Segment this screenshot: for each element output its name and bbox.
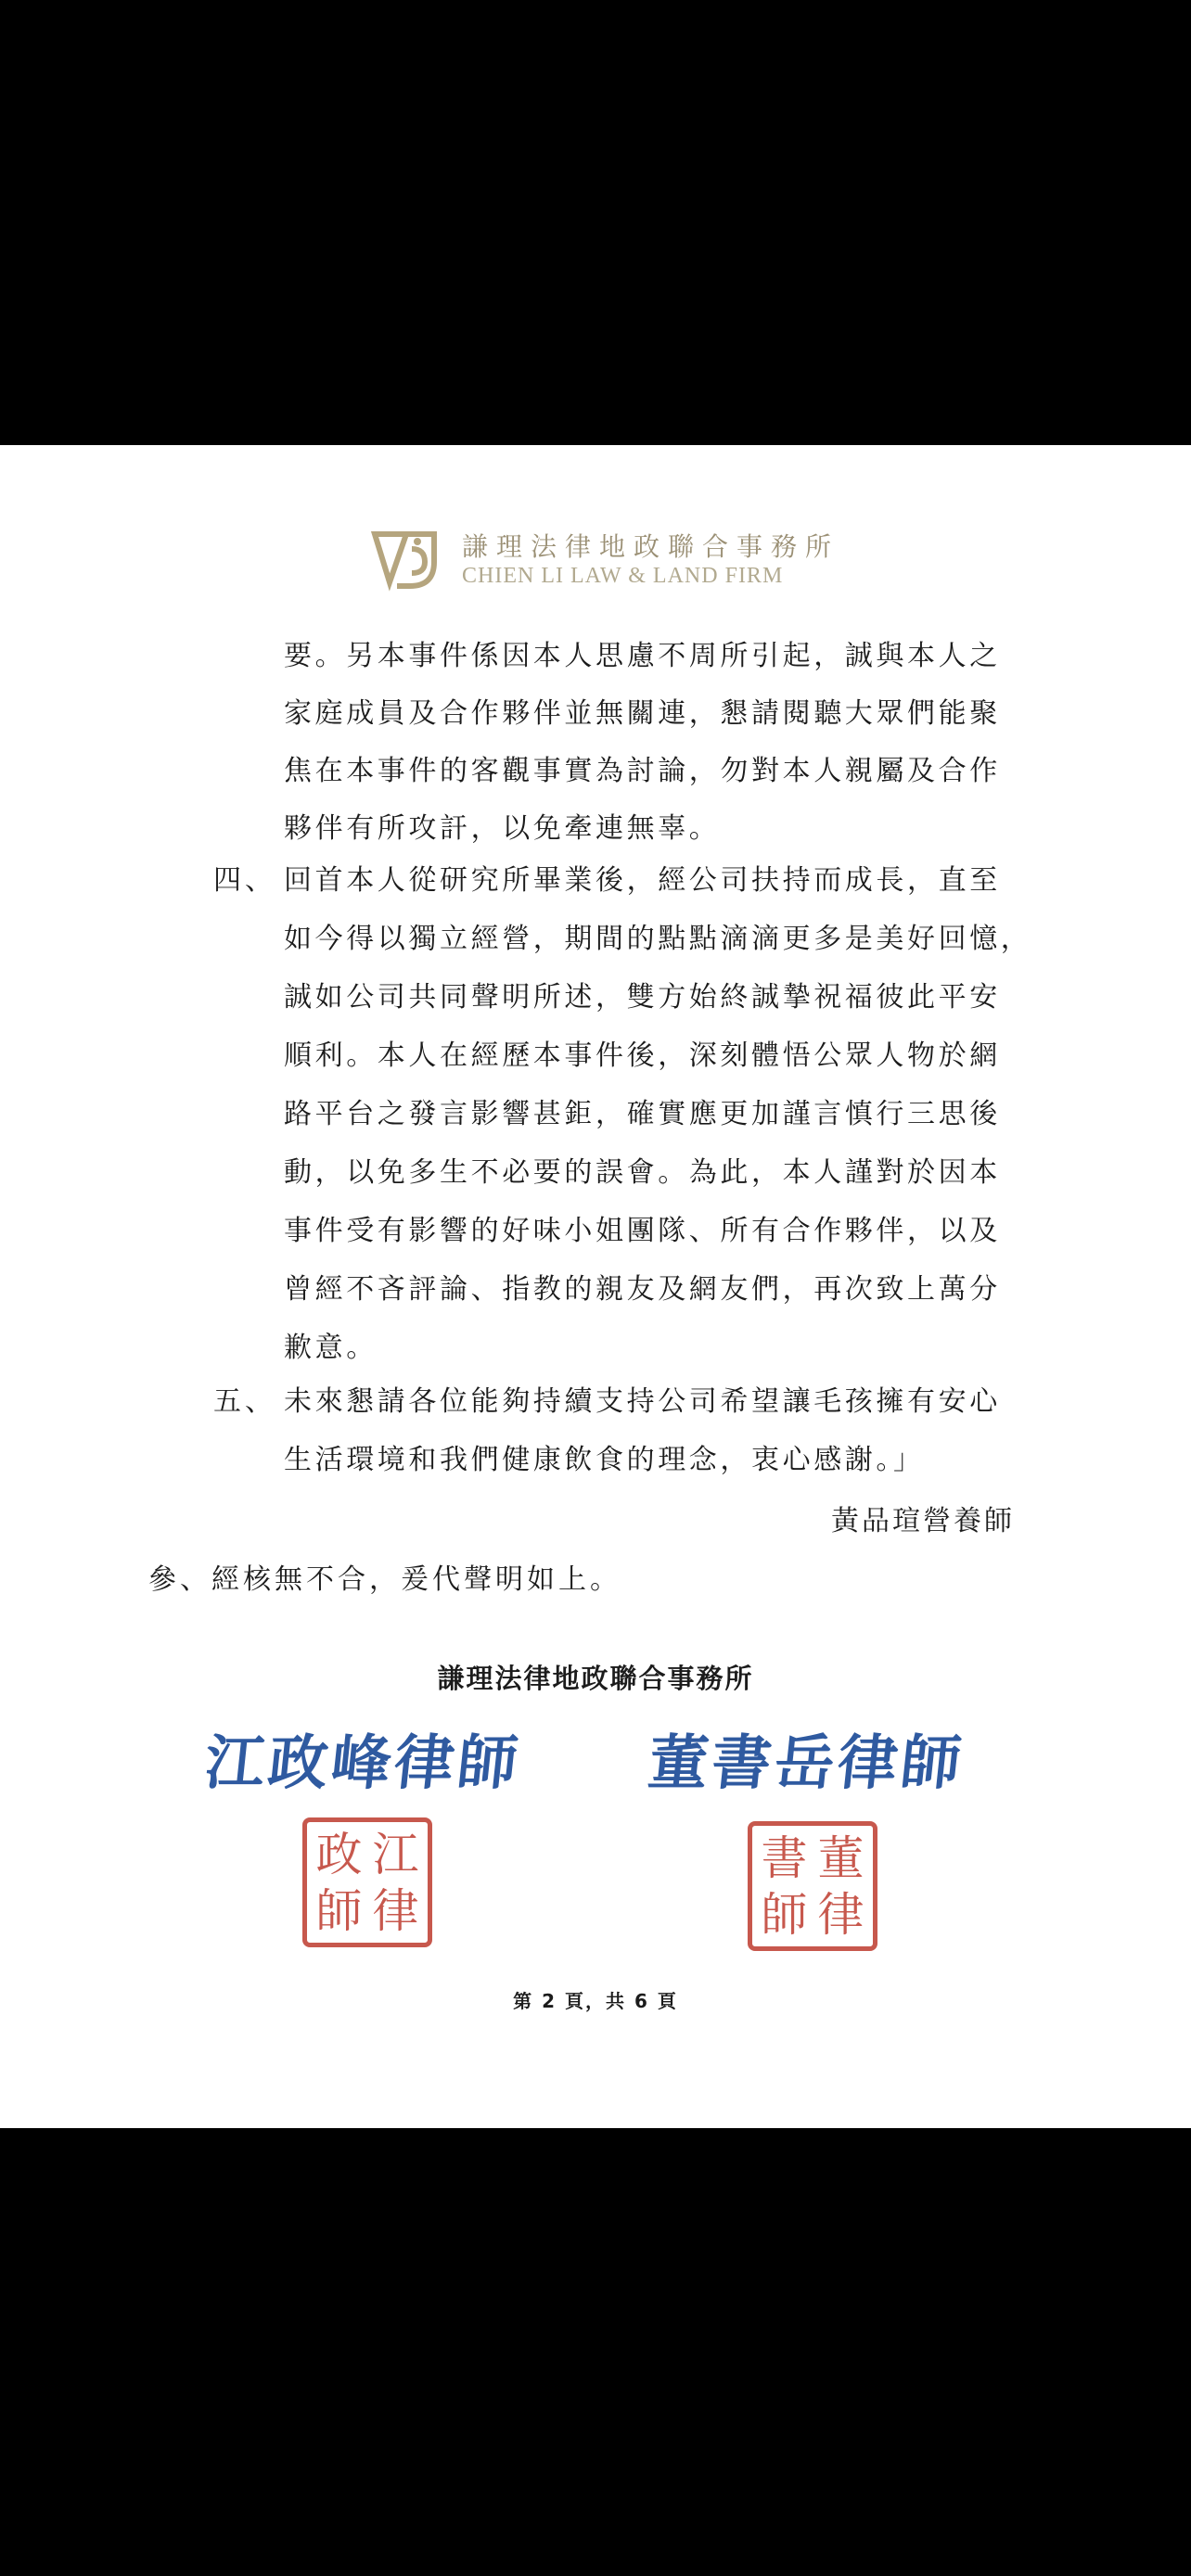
- lawyer-seal-1: [302, 1817, 432, 1947]
- item-number: 四、: [213, 864, 276, 897]
- body-line: 曾經不吝評論、指教的親友及網友們，再次致上萬分: [284, 1273, 1001, 1306]
- item-number: 五、: [213, 1385, 276, 1418]
- body-line: 生活環境和我們健康飲食的理念，衷心感謝。」: [284, 1444, 925, 1476]
- body-line: 回首本人從研究所畢業後，經公司扶持而成長，直至: [284, 864, 1001, 897]
- body-line: 夥伴有所攻訐，以免牽連無辜。: [284, 812, 721, 845]
- lawyer-signature-2: 董書岳律師: [645, 1728, 968, 1798]
- body-line: 未來懇請各位能夠持續支持公司希望讓毛孩擁有安心: [284, 1385, 1001, 1418]
- letterhead-firm-name-en: CHIEN LI LAW & LAND FIRM: [462, 564, 784, 588]
- statement-signature: 黃品瑄營養師: [831, 1505, 1015, 1537]
- closing-statement: 參、經核無不合，爰代聲明如上。: [148, 1563, 621, 1596]
- body-line: 誠如公司共同聲明所述，雙方始終誠摯祝福彼此平安: [284, 981, 1001, 1014]
- page-number: 第 2 頁，共 6 頁: [513, 1990, 678, 2012]
- letterhead-firm-name-cn: 謙理法律地政聯合事務所: [462, 531, 840, 562]
- seal-char: 政: [315, 1827, 363, 1881]
- body-line: 家庭成員及合作夥伴並無關連，懇請閱聽大眾們能聚: [284, 697, 1001, 730]
- firm-logo-icon: [369, 521, 443, 595]
- body-line: 歉意。: [284, 1332, 378, 1364]
- body-line: 事件受有影響的好味小姐團隊、所有合作夥伴，以及: [284, 1215, 1001, 1247]
- seal-char: 師: [315, 1883, 363, 1938]
- seal-char: 師: [761, 1887, 808, 1942]
- seal-char: 律: [372, 1883, 419, 1938]
- seal-char: 律: [817, 1887, 864, 1942]
- signoff-firm-title: 謙理法律地政聯合事務所: [437, 1663, 754, 1694]
- lawyer-seal-2: [748, 1821, 877, 1951]
- seal-char: 書: [761, 1830, 808, 1885]
- body-line: 順利。本人在經歷本事件後，深刻體悟公眾人物於網: [284, 1039, 1001, 1072]
- document-page: [0, 445, 1191, 2128]
- seal-char: 董: [817, 1830, 864, 1885]
- body-line: 焦在本事件的客觀事實為討論，勿對本人親屬及合作: [284, 755, 1001, 787]
- lawyer-signature-1: 江政峰律師: [201, 1728, 525, 1798]
- seal-char: 江: [372, 1827, 419, 1881]
- body-line: 動，以免多生不必要的誤會。為此，本人謹對於因本: [284, 1156, 1001, 1189]
- letterhead: [369, 521, 840, 595]
- body-line: 如今得以獨立經營，期間的點點滴滴更多是美好回憶，: [284, 923, 1032, 955]
- body-line: 要。另本事件係因本人思慮不周所引起，誠與本人之: [284, 640, 1001, 672]
- body-line: 路平台之發言影響甚鉅，確實應更加謹言慎行三思後: [284, 1098, 1001, 1130]
